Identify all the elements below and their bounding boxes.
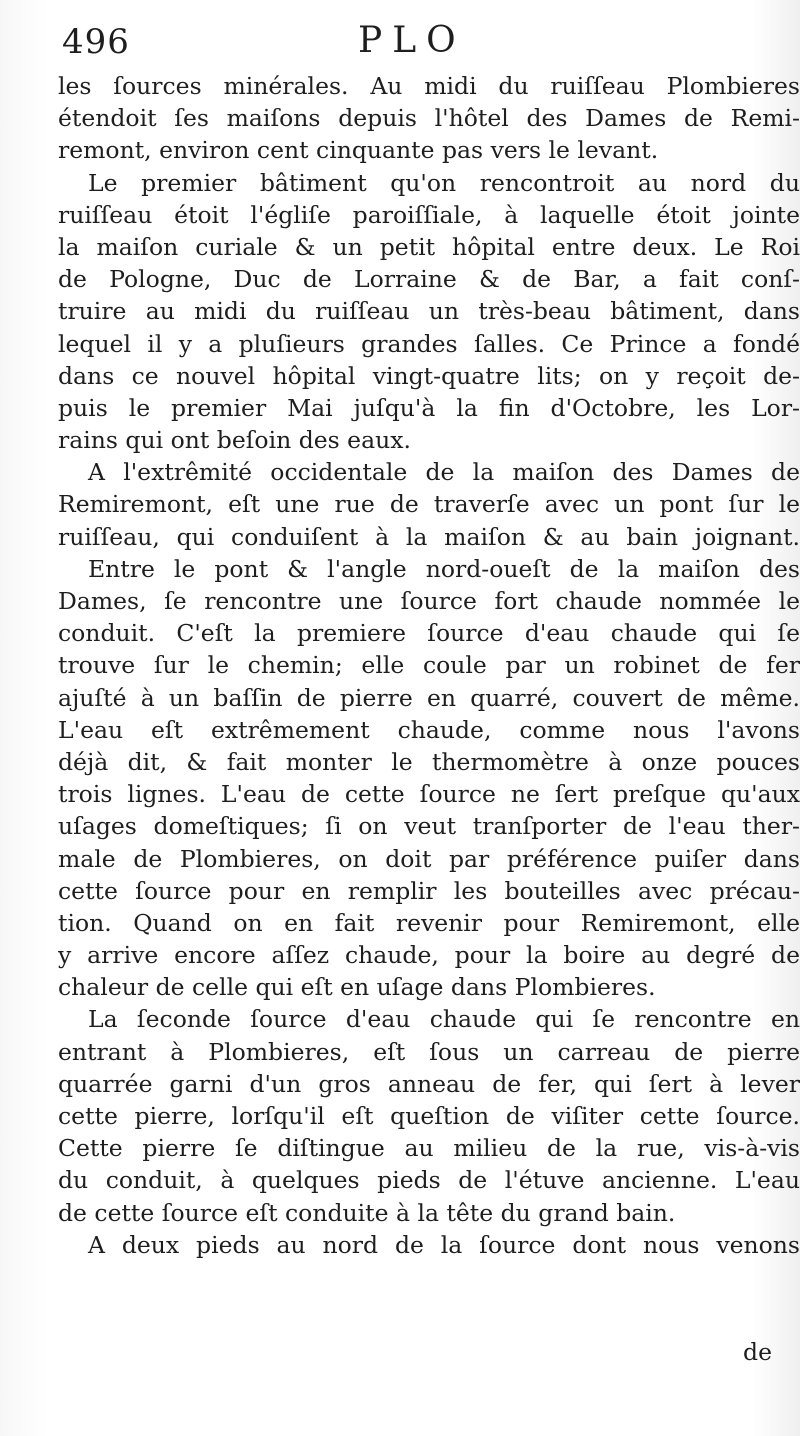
text-line: lequel il y a pluſieurs grandes ſalles. Ce Prince a fondé [58, 329, 800, 358]
text-line: male de Plombieres, on doit par préférence puiſer dans [58, 844, 800, 873]
text-line: L'eau eſt extrêmement chaude, comme nous l'avons [58, 715, 800, 744]
text-line: dans ce nouvel hôpital vingt-quatre lits; on y reçoit de- [58, 361, 800, 390]
text-line: tion. Quand on en fait revenir pour Remiremont, elle [58, 908, 800, 937]
text-line: A l'extrêmité occidentale de la maiſon des Dames de [88, 458, 800, 487]
text-line: rains qui ont beſoin des eaux. [58, 426, 411, 455]
text-line: trouve ſur le chemin; elle coule par un robinet de fer [58, 651, 800, 680]
text-line: de cette ſource eſt conduite à la tête du grand bain. [58, 1198, 676, 1227]
page-number: 496 [62, 22, 130, 62]
text-line: du conduit, à quelques pieds de l'étuve ancienne. L'eau [58, 1166, 800, 1195]
text-line: A deux pieds au nord de la ſource dont nous venons [88, 1230, 800, 1259]
catchword: de [743, 1338, 772, 1366]
text-line: conduit. C'eſt la premiere ſource d'eau chaude qui ſe [58, 619, 800, 648]
text-line: remont, environ cent cinquante pas vers le levant. [58, 136, 659, 165]
text-line: Entre le pont & l'angle nord-oueſt de la maiſon des [88, 554, 800, 583]
text-line: trois lignes. L'eau de cette ſource ne ſert preſque qu'aux [58, 780, 800, 809]
text-line: les ſources minérales. Au midi du ruiſſeau Plombieres [58, 72, 800, 100]
text-line: ruiſſeau étoit l'égliſe paroiſſiale, à laquelle étoit jointe [58, 200, 800, 229]
text-line: puis le premier Mai juſqu'à la fin d'Octobre, les Lor- [58, 393, 800, 422]
text-line: Remiremont, eſt une rue de traverſe avec un pont ſur le [58, 490, 800, 519]
text-line: quarrée garni d'un gros anneau de fer, qui ſert à lever [58, 1069, 800, 1098]
text-line: Cette pierre ſe diſtingue au milieu de la rue, vis-à-vis [58, 1134, 800, 1163]
text-line: la maiſon curiale & un petit hôpital entre deux. Le Roi [58, 232, 800, 261]
body-text [58, 70, 800, 1261]
text-line: chaleur de celle qui eſt en uſage dans Plombieres. [58, 973, 656, 1002]
text-line: cette ſource pour en remplir les bouteilles avec précau- [58, 876, 800, 905]
text-line: ajuſté à un baſſin de pierre en quarré, couvert de même. [58, 683, 800, 712]
text-line: déjà dit, & fait monter le thermomètre à onze pouces [58, 747, 800, 776]
text-line: cette pierre, lorſqu'il eſt queſtion de viſiter cette ſource. [58, 1102, 800, 1130]
text-line: étendoit ſes maiſons depuis l'hôtel des Dames de Remi- [58, 104, 800, 133]
running-head: PLO [358, 20, 466, 61]
text-line: y arrive encore aſſez chaude, pour la boire au degré de [58, 941, 800, 970]
text-line: La ſeconde ſource d'eau chaude qui ſe rencontre en [88, 1005, 800, 1034]
text-line: de Pologne, Duc de Lorraine & de Bar, a fait conſ- [58, 265, 800, 294]
text-line: uſages domeſtiques; ſi on veut tranſporter de l'eau ther- [58, 812, 800, 841]
text-line: ruiſſeau, qui conduiſent à la maiſon & au bain joignant. [58, 522, 800, 551]
text-line: truire au midi du ruiſſeau un très-beau bâtiment, dans [58, 297, 800, 326]
page-header [62, 14, 782, 74]
text-line: entrant à Plombieres, eſt ſous un carreau de pierre [58, 1037, 800, 1066]
text-line: Dames, ſe rencontre une ſource fort chaude nommée le [58, 587, 800, 615]
text-line: Le premier bâtiment qu'on rencontroit au nord du [88, 168, 800, 197]
